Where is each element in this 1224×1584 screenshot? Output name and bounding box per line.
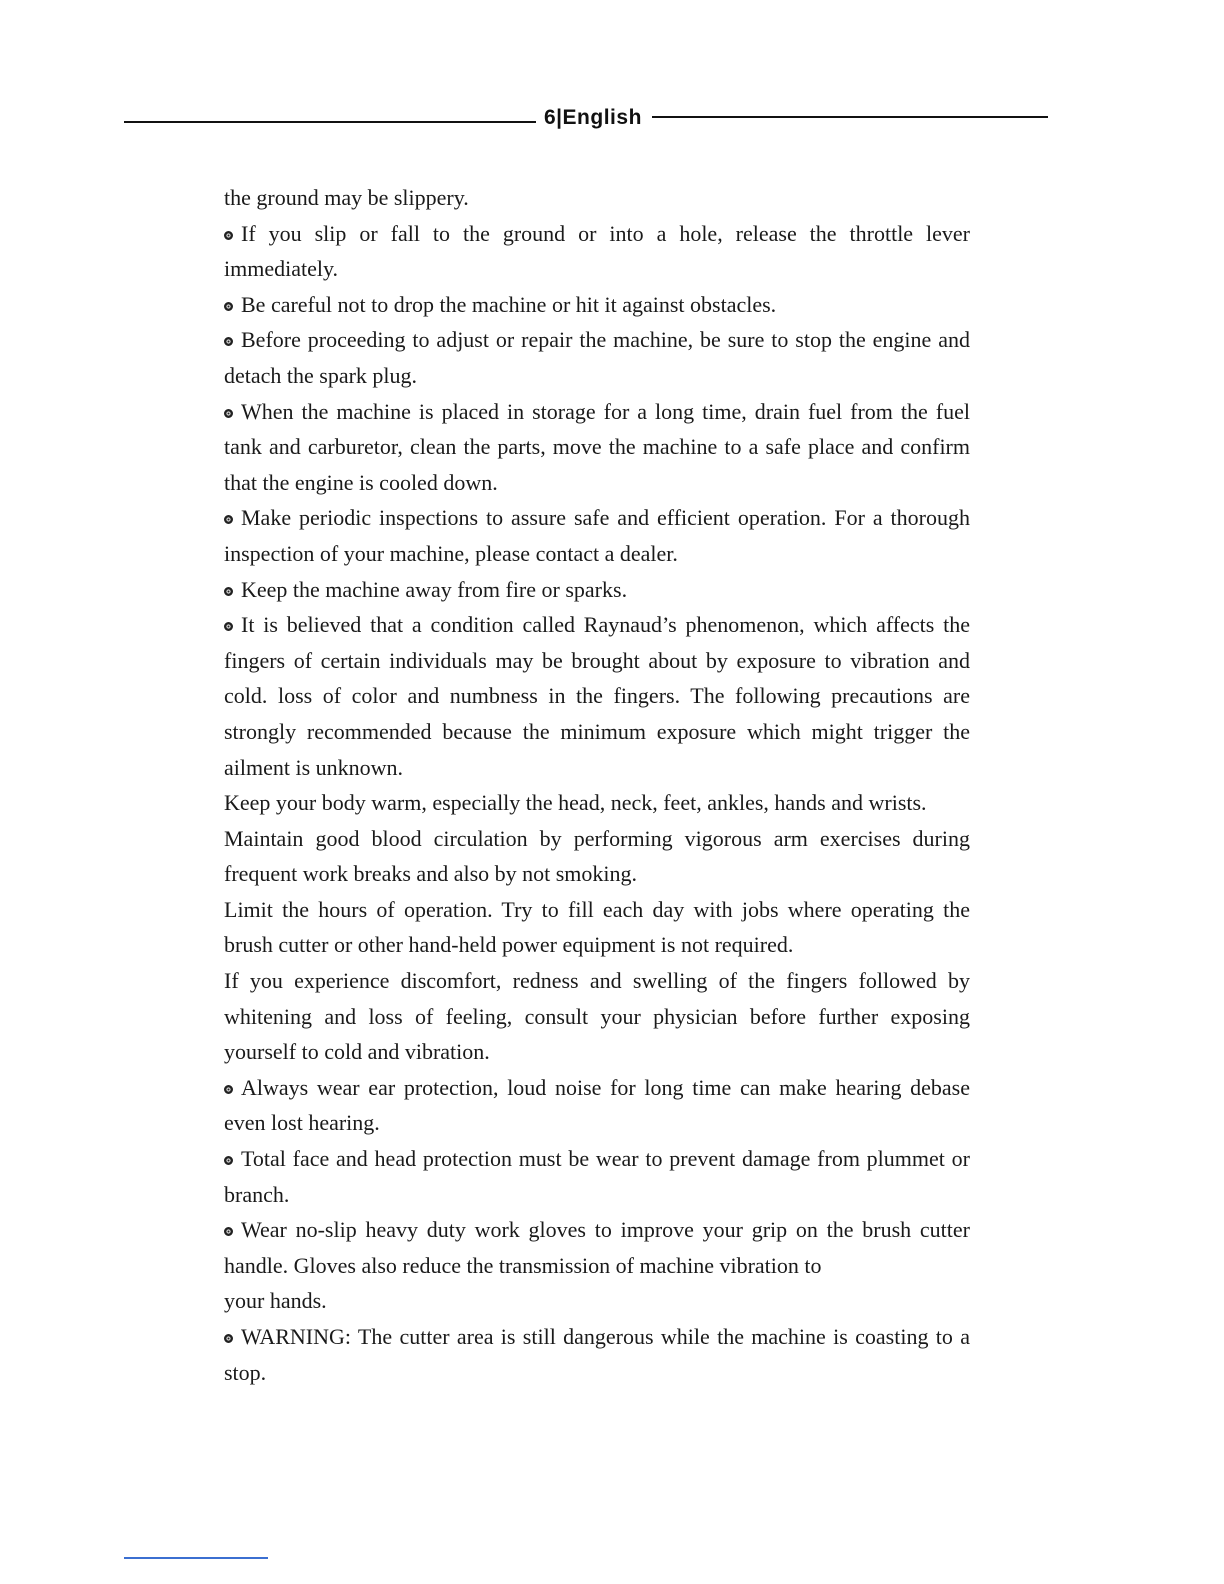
header-rule-left — [124, 121, 536, 123]
paragraph-text: Maintain good blood circulation by performing vigorous arm exercises during frequent work breaks and also by not smoking. — [224, 825, 970, 887]
paragraph-text: the ground may be slippery. — [224, 185, 469, 210]
paragraph — [224, 892, 970, 963]
paragraph — [224, 963, 970, 1070]
page-number-label: 6|English — [544, 106, 642, 129]
paragraph — [224, 180, 970, 216]
bullet-icon — [224, 515, 233, 524]
bullet-icon — [224, 587, 233, 596]
safety-text — [224, 180, 970, 1390]
paragraph-text: WARNING: The cutter area is still dangerous while the machine is coasting to a stop. — [224, 1324, 970, 1385]
paragraph-text: Always wear ear protection, loud noise for long time can make hearing debase even lost hearing. — [224, 1074, 970, 1136]
bullet-icon — [224, 231, 233, 240]
paragraph-text: Be careful not to drop the machine or hit it against obstacles. — [241, 291, 777, 317]
bullet-item — [224, 394, 970, 501]
paragraph-text: Keep your body warm, especially the head, neck, feet, ankles, hands and wrists. — [224, 790, 927, 816]
page-header — [124, 106, 1048, 134]
bullet-item — [224, 1319, 970, 1390]
paragraph-text: It is believed that a condition called Raynaud’s phenomenon, which affects the fingers of certain individuals may be brought about by exposure to vibration and cold. loss of color and numbness in the fingers. The following precautions are strongly recommended because the minimum exposure which might trigger the ailment is unknown. — [224, 612, 970, 780]
bullet-item — [224, 1141, 970, 1212]
bullet-item — [224, 607, 970, 785]
bullet-item — [224, 216, 970, 287]
paragraph-text: Keep the machine away from fire or sparks. — [241, 576, 628, 602]
bullet-item — [224, 1212, 970, 1283]
bullet-item — [224, 322, 970, 393]
bullet-icon — [224, 1334, 233, 1343]
paragraph-text: Wear no-slip heavy duty work gloves to improve your grip on the brush cutter handle. Gloves also reduce the transmission of machine vibration to — [224, 1217, 970, 1278]
bullet-item — [224, 287, 970, 323]
bullet-item — [224, 500, 970, 571]
bullet-item — [224, 572, 970, 608]
paragraph-text: Make periodic inspections to assure safe and efficient operation. For a thorough inspection of your machine, please contact a dealer. — [224, 505, 970, 566]
bullet-icon — [224, 1085, 233, 1094]
bullet-icon — [224, 1156, 233, 1165]
paragraph-text: your hands. — [224, 1288, 327, 1314]
header-rule-right — [652, 116, 1048, 118]
paragraph-text: When the machine is placed in storage for a long time, drain fuel from the fuel tank and carburetor, clean the parts, move the machine to a safe place and confirm that the engine is cooled down. — [224, 398, 970, 495]
bullet-icon — [224, 409, 233, 418]
paragraph-text: If you experience discomfort, redness and swelling of the fingers followed by whitening and loss of feeling, consult your physician before further exposing yourself to cold and vibration. — [224, 968, 970, 1065]
bullet-icon — [224, 622, 233, 631]
paragraph — [224, 1283, 970, 1319]
bullet-icon — [224, 1227, 233, 1236]
bullet-item — [224, 1070, 970, 1141]
paragraph-text: If you slip or fall to the ground or into a hole, release the throttle lever immediately. — [224, 220, 970, 282]
paragraph — [224, 785, 970, 821]
bullet-icon — [224, 337, 233, 346]
footer-rule — [124, 1557, 268, 1559]
paragraph-text: Limit the hours of operation. Try to fill each day with jobs where operating the brush cutter or other hand-held power equipment is not required. — [224, 896, 970, 958]
paragraph — [224, 821, 970, 892]
bullet-icon — [224, 302, 233, 311]
paragraph-text: Before proceeding to adjust or repair the machine, be sure to stop the engine and detach the spark plug. — [224, 327, 970, 388]
paragraph-text: Total face and head protection must be wear to prevent damage from plummet or branch. — [224, 1146, 970, 1207]
